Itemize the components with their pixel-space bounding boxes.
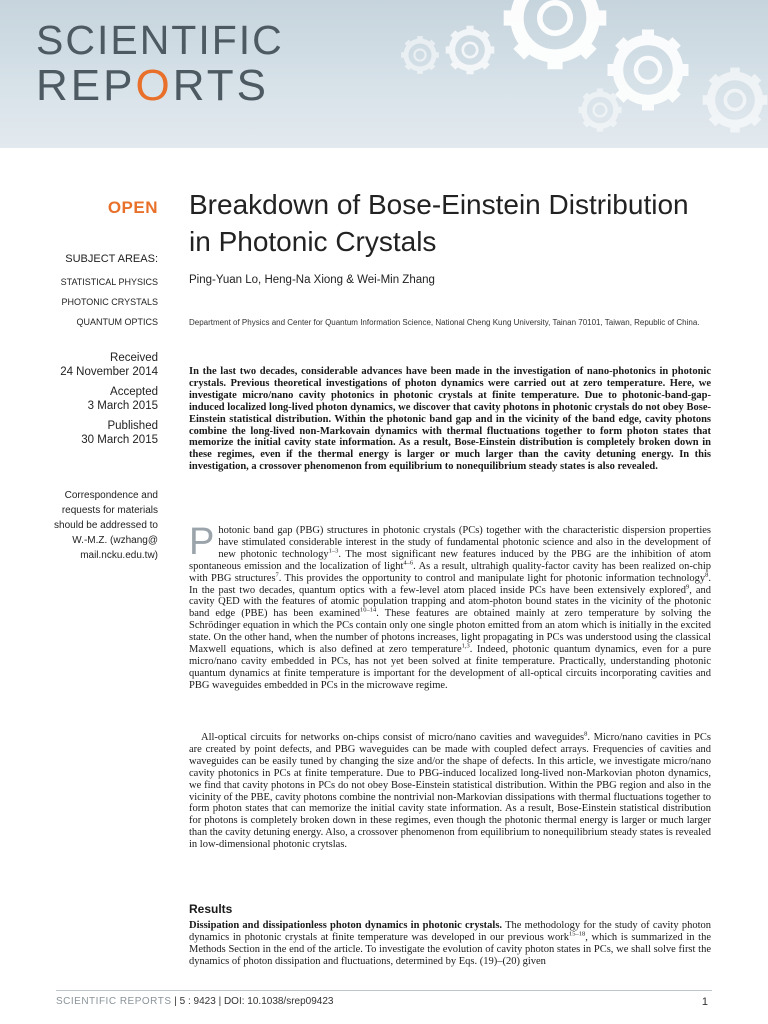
accepted-label: Accepted: [110, 386, 158, 398]
citation-ref[interactable]: 1–3: [328, 547, 339, 555]
footer-divider: [56, 990, 712, 991]
text-run: . These features are obtained mainly at zero temperature by solving the Schrödinger equation in which the PCs contain only one single photon emitted from an atom which is initially in the excited state. On the other hand, when the number of photons increases, light propagating in PCs was understood using the classical Maxwell equations, which is also defined at zero temperature: [189, 608, 711, 656]
author-list: Ping-Yuan Lo, Heng-Na Xiong & Wei-Min Zhang: [189, 274, 435, 286]
section-heading-results: Results: [189, 902, 233, 916]
correspondence-line: requests for materials: [61, 505, 158, 516]
correspondence-email[interactable]: mail.ncku.edu.tw): [80, 550, 158, 561]
citation-ref[interactable]: 8: [584, 730, 588, 738]
text-run: , and cavity QED with the features of atomic population trapping and atom-photon bound states in the vicinity of the photonic band edge (PBE) has been examined: [189, 584, 711, 620]
text-run: hotonic band gap (PBG) structures in photonic crystals (PCs) together with the characteristic dispersion properties have stimulated considerable interest in the study of fundamental photonic science and also in the development of new photonic technology: [218, 525, 711, 560]
citation-ref[interactable]: 9: [685, 583, 690, 591]
article-title: [189, 186, 749, 260]
citation-ref[interactable]: 7: [275, 571, 279, 579]
text-run: . Micro/nano cavities in PCs are created by point defects, and PBG waveguides can be made with coupled defect arrays. Frequencies of cavities and waveguides can be easily tuned by changing the size and/or the shape of defects. In this article, we investigate micro/nano cavity photonics in PCs at finite temperature. Due to PBG-induced localized long-lived non-Markovian photon dynamics, we find that cavity photons in PCs do not obey Bose-Einstein statistical distribution. Within the PBG region and also in the vicinity of the PBE, cavity photons combine the nontrivial non-Markovian dissipations with thermal fluctuations together to form photon states that can memorize the initial cavity state information. As a result, Bose-Einstein statistical distribution for photons is completely broken down in these regimes, even though the photonic thermal energy is larger or much larger than the cavity detuning energy. Also, a crossover phenomenon from equilibrium to nonequilibrium steady states is revealed in low-dimensional photonic crytslas.: [189, 732, 711, 851]
text-run: . As a result, ultrahigh quality-factor cavity has been realized on-chip with PBG structures: [189, 560, 711, 584]
logo-rts-part: RTS: [172, 61, 269, 110]
citation-ref[interactable]: 10–14: [360, 606, 377, 614]
logo-rep-part: REP: [36, 61, 136, 110]
text-run: All-optical circuits for networks on-chips consist of micro/nano cavities and waveguides: [201, 732, 585, 743]
intro-paragraph-1: [189, 521, 711, 692]
subject-link[interactable]: PHOTONIC CRYSTALS: [61, 297, 158, 307]
subsection-runin-heading: Dissipation and dissipationless photon dynamics in photonic crystals.: [189, 920, 503, 931]
footer-citation[interactable]: | 5 : 9423 | DOI: 10.1038/srep09423: [174, 996, 334, 1007]
text-run: . Indeed, photonic quantum dynamics, even for a pure micro/nano cavity embedded in PCs, has not yet been solved at finite temperature. Practically, understanding photonic quantum dynamics at finite temperature is important for the development of all-optical circuits incorporating cavities and PBG waveguides embedded in PCs in the microwave regime.: [189, 644, 711, 691]
citation-ref[interactable]: 1,3: [461, 642, 470, 650]
footer-journal-name: SCIENTIFIC REPORTS: [56, 996, 172, 1007]
title-line: Breakdown of Bose-Einstein Distribution: [189, 189, 689, 220]
citation-ref[interactable]: 8: [705, 571, 709, 579]
journal-logo-line2: [36, 61, 269, 110]
journal-logo-line1: SCIENTIFIC: [36, 17, 284, 63]
text-run: . This provides the opportunity to control and manipulate light for photonic information technology: [278, 572, 706, 584]
text-run: . In the past two decades, quantum optics with a few-level atom placed inside PCs have been extensively explored: [189, 572, 711, 596]
abstract: In the last two decades, considerable advances have been made in the investigation of nano-photonics in photonic crystals. Previous theoretical investigations of photon dynamics were carried out at zero temperature. Here, we investigate micro/nano cavity photonics in photonic crystals at finite temperature. Due to photonic-band-gap-induced localized long-lived photon dynamics, we discover that cavity photons in photonic crystals do not obey Bose-Einstein statistical distribution. Within the photonic band gap and in the vicinity of the band edge, cavity photons combine the long-lived non-Markovain dynamics with thermal fluctuations together to form photon states that memorize the initial cavity state information. As a result, Bose-Einstein distribution is completely broken down in these regimes, even if the thermal energy is larger or much larger than the cavity detuning energy. In this investigation, a crossover phenomenon from equilibrium to nonequilibrium steady states is also revealed.: [189, 366, 711, 473]
subject-link[interactable]: STATISTICAL PHYSICS: [60, 277, 158, 287]
text-run: The methodology for the study of cavity photon dynamics in photonic crystals at finite temperature was developed in our previous work: [189, 920, 711, 943]
citation-ref[interactable]: 4–6: [403, 559, 414, 567]
text-run: , which is summarized in the Methods Section in the end of the article. To investigate the evolution of cavity photon states in PCs, we shall solve first the dynamics of photon dissipation and fluctuations, determined by Eqs. (19)–(20) given: [189, 931, 711, 967]
correspondence-line: should be addressed to: [54, 520, 158, 531]
correspondence-email[interactable]: W.-M.Z. (wzhang@: [72, 535, 158, 546]
received-label: Received: [110, 352, 158, 364]
intro-paragraph-2: [189, 732, 711, 851]
published-label: Published: [107, 420, 158, 432]
drop-cap: P: [189, 521, 215, 563]
correspondence-line: Correspondence and: [64, 490, 158, 501]
article-dates: [30, 351, 158, 447]
journal-banner: [0, 0, 768, 148]
published-date: 30 March 2015: [81, 434, 158, 446]
affiliation: Department of Physics and Center for Quantum Information Science, National Cheng Kung University, Tainan 70101, Taiwan, Republic of China.: [189, 318, 700, 327]
logo-gear-o: O: [135, 61, 173, 110]
subject-link[interactable]: QUANTUM OPTICS: [76, 317, 158, 327]
subject-areas-heading: SUBJECT AREAS:: [65, 253, 158, 265]
subject-areas-list: [30, 272, 158, 332]
page-number: 1: [701, 996, 708, 1008]
results-paragraph-1: [189, 920, 711, 968]
title-line: in Photonic Crystals: [189, 226, 437, 257]
page-footer: [56, 996, 333, 1007]
open-access-label: OPEN: [107, 198, 158, 217]
text-run: . The most significant new features induced by the PBG are the inhibition of atom spontaneous emission and the localization of light: [189, 548, 711, 572]
citation-ref[interactable]: 15–18: [569, 930, 586, 938]
received-date: 24 November 2014: [60, 366, 158, 378]
correspondence-note: [30, 488, 158, 563]
accepted-date: 3 March 2015: [87, 400, 158, 412]
